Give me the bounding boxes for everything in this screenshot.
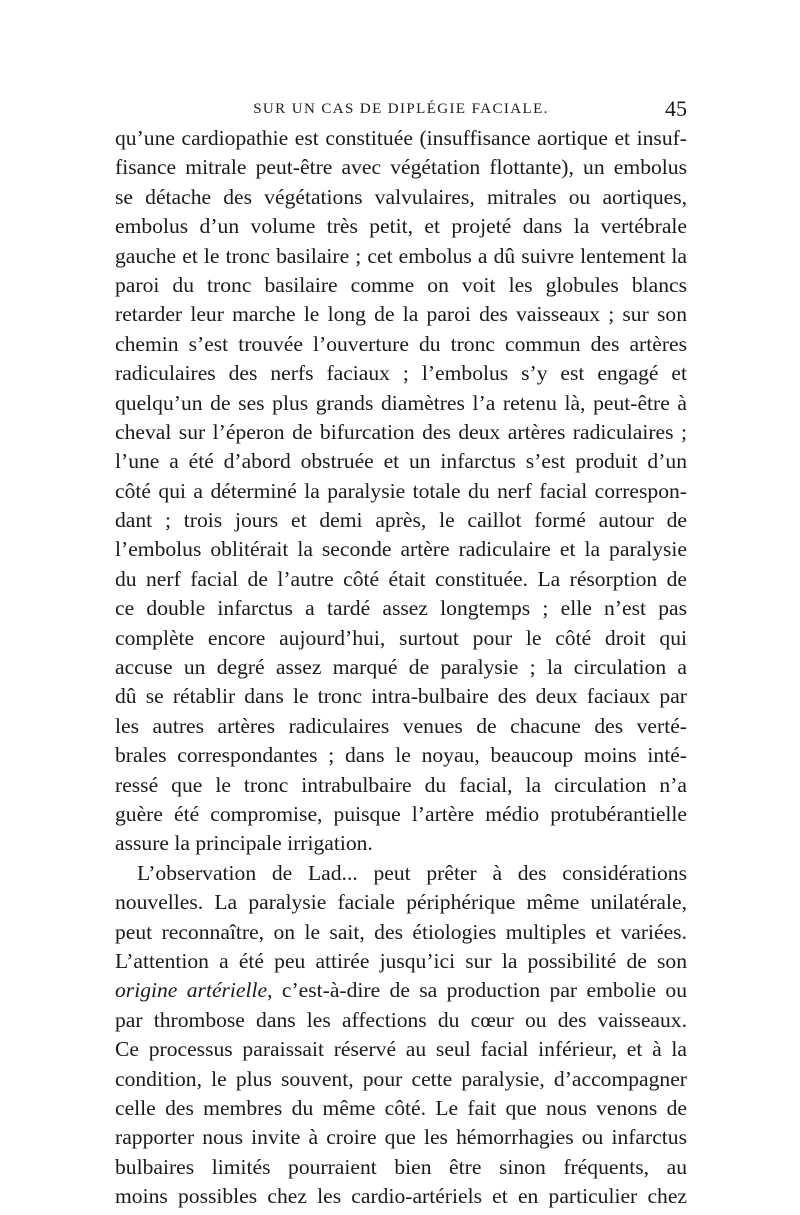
- text-line: l’une a été d’abord obstruée et un infarctus s’est produit d’un: [115, 449, 687, 474]
- text-line: ce double infarctus a tardé assez longtemps ; elle n’est pas: [115, 596, 687, 621]
- text-line: bulbaires limités pourraient bien être sinon fréquents, au: [115, 1154, 687, 1179]
- text-line: ressé que le tronc intrabulbaire du facial, la circulation n’a: [115, 772, 687, 797]
- italic-phrase: origine artérielle: [115, 978, 268, 1003]
- text-line: assure la principale irrigation.: [115, 831, 373, 856]
- text-line: chemin s’est trouvée l’ouverture du tronc commun des artères: [115, 331, 687, 356]
- text-line: embolus d’un volume très petit, et projeté dans la vertébrale: [115, 214, 687, 239]
- text-line: peut reconnaître, on le sait, des étiologies multiples et variées.: [115, 919, 687, 944]
- text-line: nouvelles. La paralysie faciale périphérique même unilatérale,: [115, 890, 687, 915]
- text-line: paroi du tronc basilaire comme on voit les globules blancs: [115, 272, 687, 297]
- text-line: du nerf facial de l’autre côté était constituée. La résorption de: [115, 566, 687, 591]
- text-line: retarder leur marche le long de la paroi des vaisseaux ; sur son: [115, 302, 687, 327]
- text-line: l’embolus oblitérait la seconde artère radiculaire et la paralysie: [115, 537, 687, 562]
- text-line: gauche et le tronc basilaire ; cet embolus a dû suivre lentement la: [115, 243, 687, 268]
- text-line: guère été compromise, puisque l’artère médio protubérantielle: [115, 801, 687, 826]
- text-line: côté qui a déterminé la paralysie totale du nerf facial correspon-: [115, 478, 687, 503]
- text-line: rapporter nous invite à croire que les hémorrhagies ou infarctus: [115, 1125, 687, 1150]
- text-line: quelqu’un de ses plus grands diamètres l’a retenu là, peut-être à: [115, 390, 687, 415]
- text-line: dant ; trois jours et demi après, le caillot formé autour de: [115, 508, 687, 533]
- text-line: cheval sur l’éperon de bifurcation des deux artères radiculaires ;: [115, 419, 687, 444]
- text-line-with-italic: [115, 976, 687, 1005]
- text-line: radiculaires des nerfs faciaux ; l’embolus s’y est engagé et: [115, 361, 687, 386]
- text-line: dû se rétablir dans le tronc intra-bulbaire des deux faciaux par: [115, 684, 687, 709]
- text-line: les autres artères radiculaires venues de chacune des verté-: [115, 713, 687, 738]
- text-line: moins possibles chez les cardio-artériels et en particulier chez: [115, 1184, 687, 1209]
- text-line-rest: , c’est-à-dire de sa production par embolie ou: [267, 978, 687, 1003]
- text-line: condition, le plus souvent, pour cette paralysie, d’accompagner: [115, 1066, 687, 1091]
- text-line: qu’une cardiopathie est constituée (insuffisance aortique et insuf-: [115, 126, 687, 150]
- text-line: se détache des végétations valvulaires, mitrales ou aortiques,: [115, 184, 687, 209]
- text-line: fisance mitrale peut-être avec végétation flottante), un embolus: [115, 155, 687, 180]
- text-line: brales correspondantes ; dans le noyau, beaucoup moins inté-: [115, 743, 687, 768]
- running-title: SUR UN CAS DE DIPLÉGIE FACIALE.: [253, 101, 549, 117]
- text-line: accuse un degré assez marqué de paralysie ; la circulation a: [115, 655, 687, 680]
- text-line: par thrombose dans les affections du cœur ou des vaisseaux.: [115, 1007, 687, 1032]
- body-text: [115, 124, 687, 1211]
- text-line: L’attention a été peu attirée jusqu’ici sur la possibilité de son: [115, 948, 687, 973]
- text-line: celle des membres du même côté. Le fait que nous venons de: [115, 1095, 687, 1120]
- page-number: 45: [665, 96, 687, 121]
- text-line: L’observation de Lad... peut prêter à des considérations: [137, 860, 687, 885]
- running-head: [115, 97, 687, 121]
- text-line: complète encore aujourd’hui, surtout pour le côté droit qui: [115, 625, 687, 650]
- text-line: Ce processus paraissait réservé au seul facial inférieur, et à la: [115, 1037, 687, 1062]
